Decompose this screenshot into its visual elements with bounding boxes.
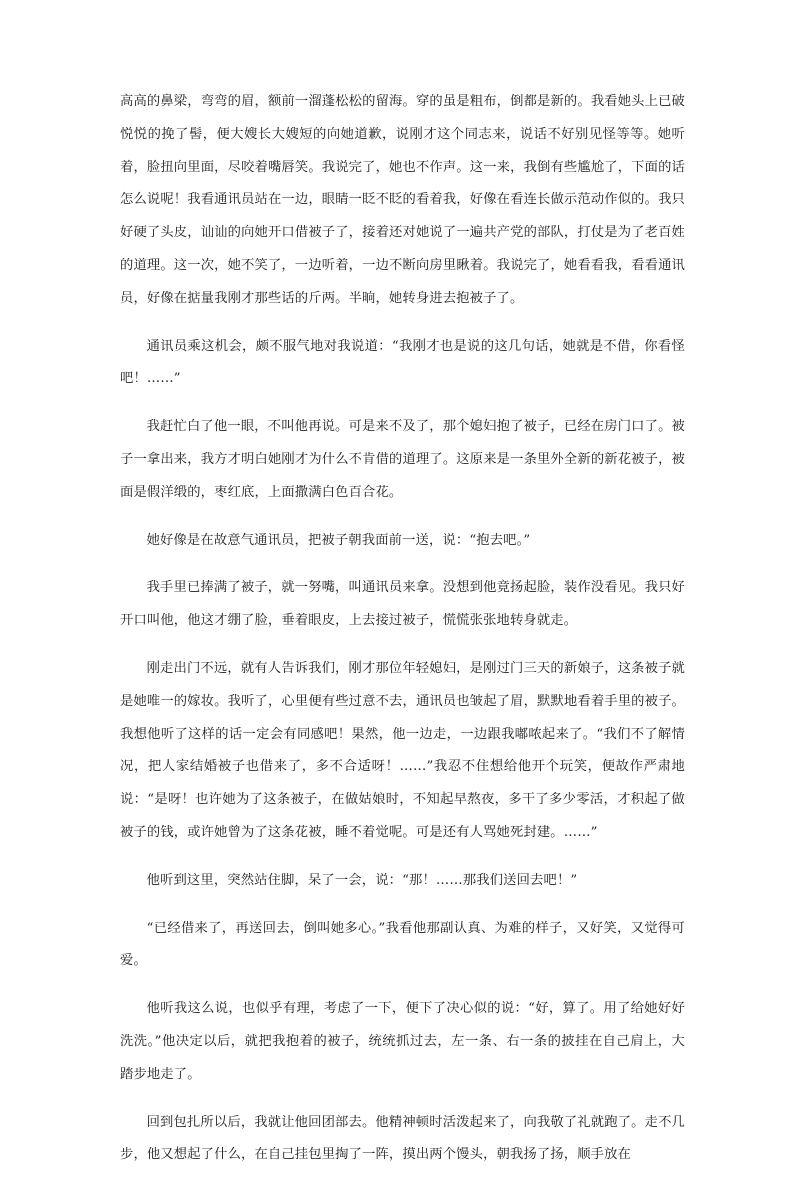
paragraph-5: 我手里已捧满了被子，就一努嘴，叫通讯员来拿。没想到他竟扬起脸，装作没看见。我只好开口叫他，他这才绷了脸，垂着眼皮，上去接过被子，慌慌张张地转身就走。 xyxy=(120,580,685,629)
paragraph-2: 通讯员乘这机会，颇不服气地对我说道：“我刚才也是说的这几句话，她就是不借，你看怪吧！……” xyxy=(120,338,685,387)
paragraph-3: 我赶忙白了他一眼，不叫他再说。可是来不及了，那个媳妇抱了被子，已经在房门口了。被子一拿出来，我方才明白她刚才为什么不肯借的道理了。这原来是一条里外全新的新花被子，被面是假洋缎的，枣红底，上面撒满白色百合花。 xyxy=(120,419,685,500)
paragraph-10: 回到包扎所以后，我就让他回团部去。他精神顿时活泼起来了，向我敬了礼就跑了。走不几步，他又想起了什么，在自己挂包里掏了一阵，摸出两个馒头，朝我扬了扬，顺手放在 xyxy=(120,1114,685,1163)
paragraph-6: 刚走出门不远，就有人告诉我们，刚才那位年轻媳妇，是刚过门三天的新娘子，这条被子就是她唯一的嫁妆。我听了，心里便有些过意不去，通讯员也皱起了眉，默默地看着手里的被子。我想他听了这样的话一定会有同感吧！果然，他一边走，一边跟我嘟哝起来了。“我们不了解情况，把人家结婚被子也借来了，多不合适呀！……”我忍不住想给他开个玩笑，便故作严肃地说：“是呀！也许她为了这条被子，在做姑娘时，不知起早熬夜，多干了多少零活，才积起了做被子的钱，或许她曾为了这条花被，睡不着觉呢。可是还有人骂她死封建。……” xyxy=(120,660,685,840)
paragraph-7: 他听到这里，突然站住脚，呆了一会，说：“那！……那我们送回去吧！” xyxy=(146,872,578,888)
paragraph-4: 她好像是在故意气通讯员，把被子朝我面前一送，说：“抱去吧。” xyxy=(146,532,531,548)
paragraph-9: 他听我这么说，也似乎有理，考虑了一下，便下了决心似的说：“好，算了。用了给她好好洗洗。”他决定以后，就把我抱着的被子，统统抓过去，左一条、右一条的披挂在自己肩上，大踏步地走了。 xyxy=(120,1001,685,1082)
paragraph-8: “已经借来了，再送回去，倒叫她多心。”我看他那副认真、为难的样子，又好笑，又觉得可爱。 xyxy=(120,920,685,969)
document-body xyxy=(120,86,685,1187)
paragraph-1: 高高的鼻梁，弯弯的眉，额前一溜蓬松松的留海。穿的虽是粗布，倒都是新的。我看她头上已破悦悦的挽了髻，便大嫂长大嫂短的向她道歉，说刚才这个同志来，说话不好别见怪等等。她听着，脸扭向里面，尽咬着嘴唇笑。我说完了，她也不作声。这一来，我倒有些尴尬了，下面的话怎么说呢！我看通讯员站在一边，眼睛一眨不眨的看着我，好像在看连长做示范动作似的。我只好硬了头皮，讪讪的向她开口借被子了，接着还对她说了一遍共产党的部队，打仗是为了老百姓的道理。这一次，她不笑了，一边听着，一边不断向房里瞅着。我说完了，她看看我，看看通讯员，好像在掂量我刚才那些话的斤两。半晌，她转身进去抱被子了。 xyxy=(120,94,685,306)
